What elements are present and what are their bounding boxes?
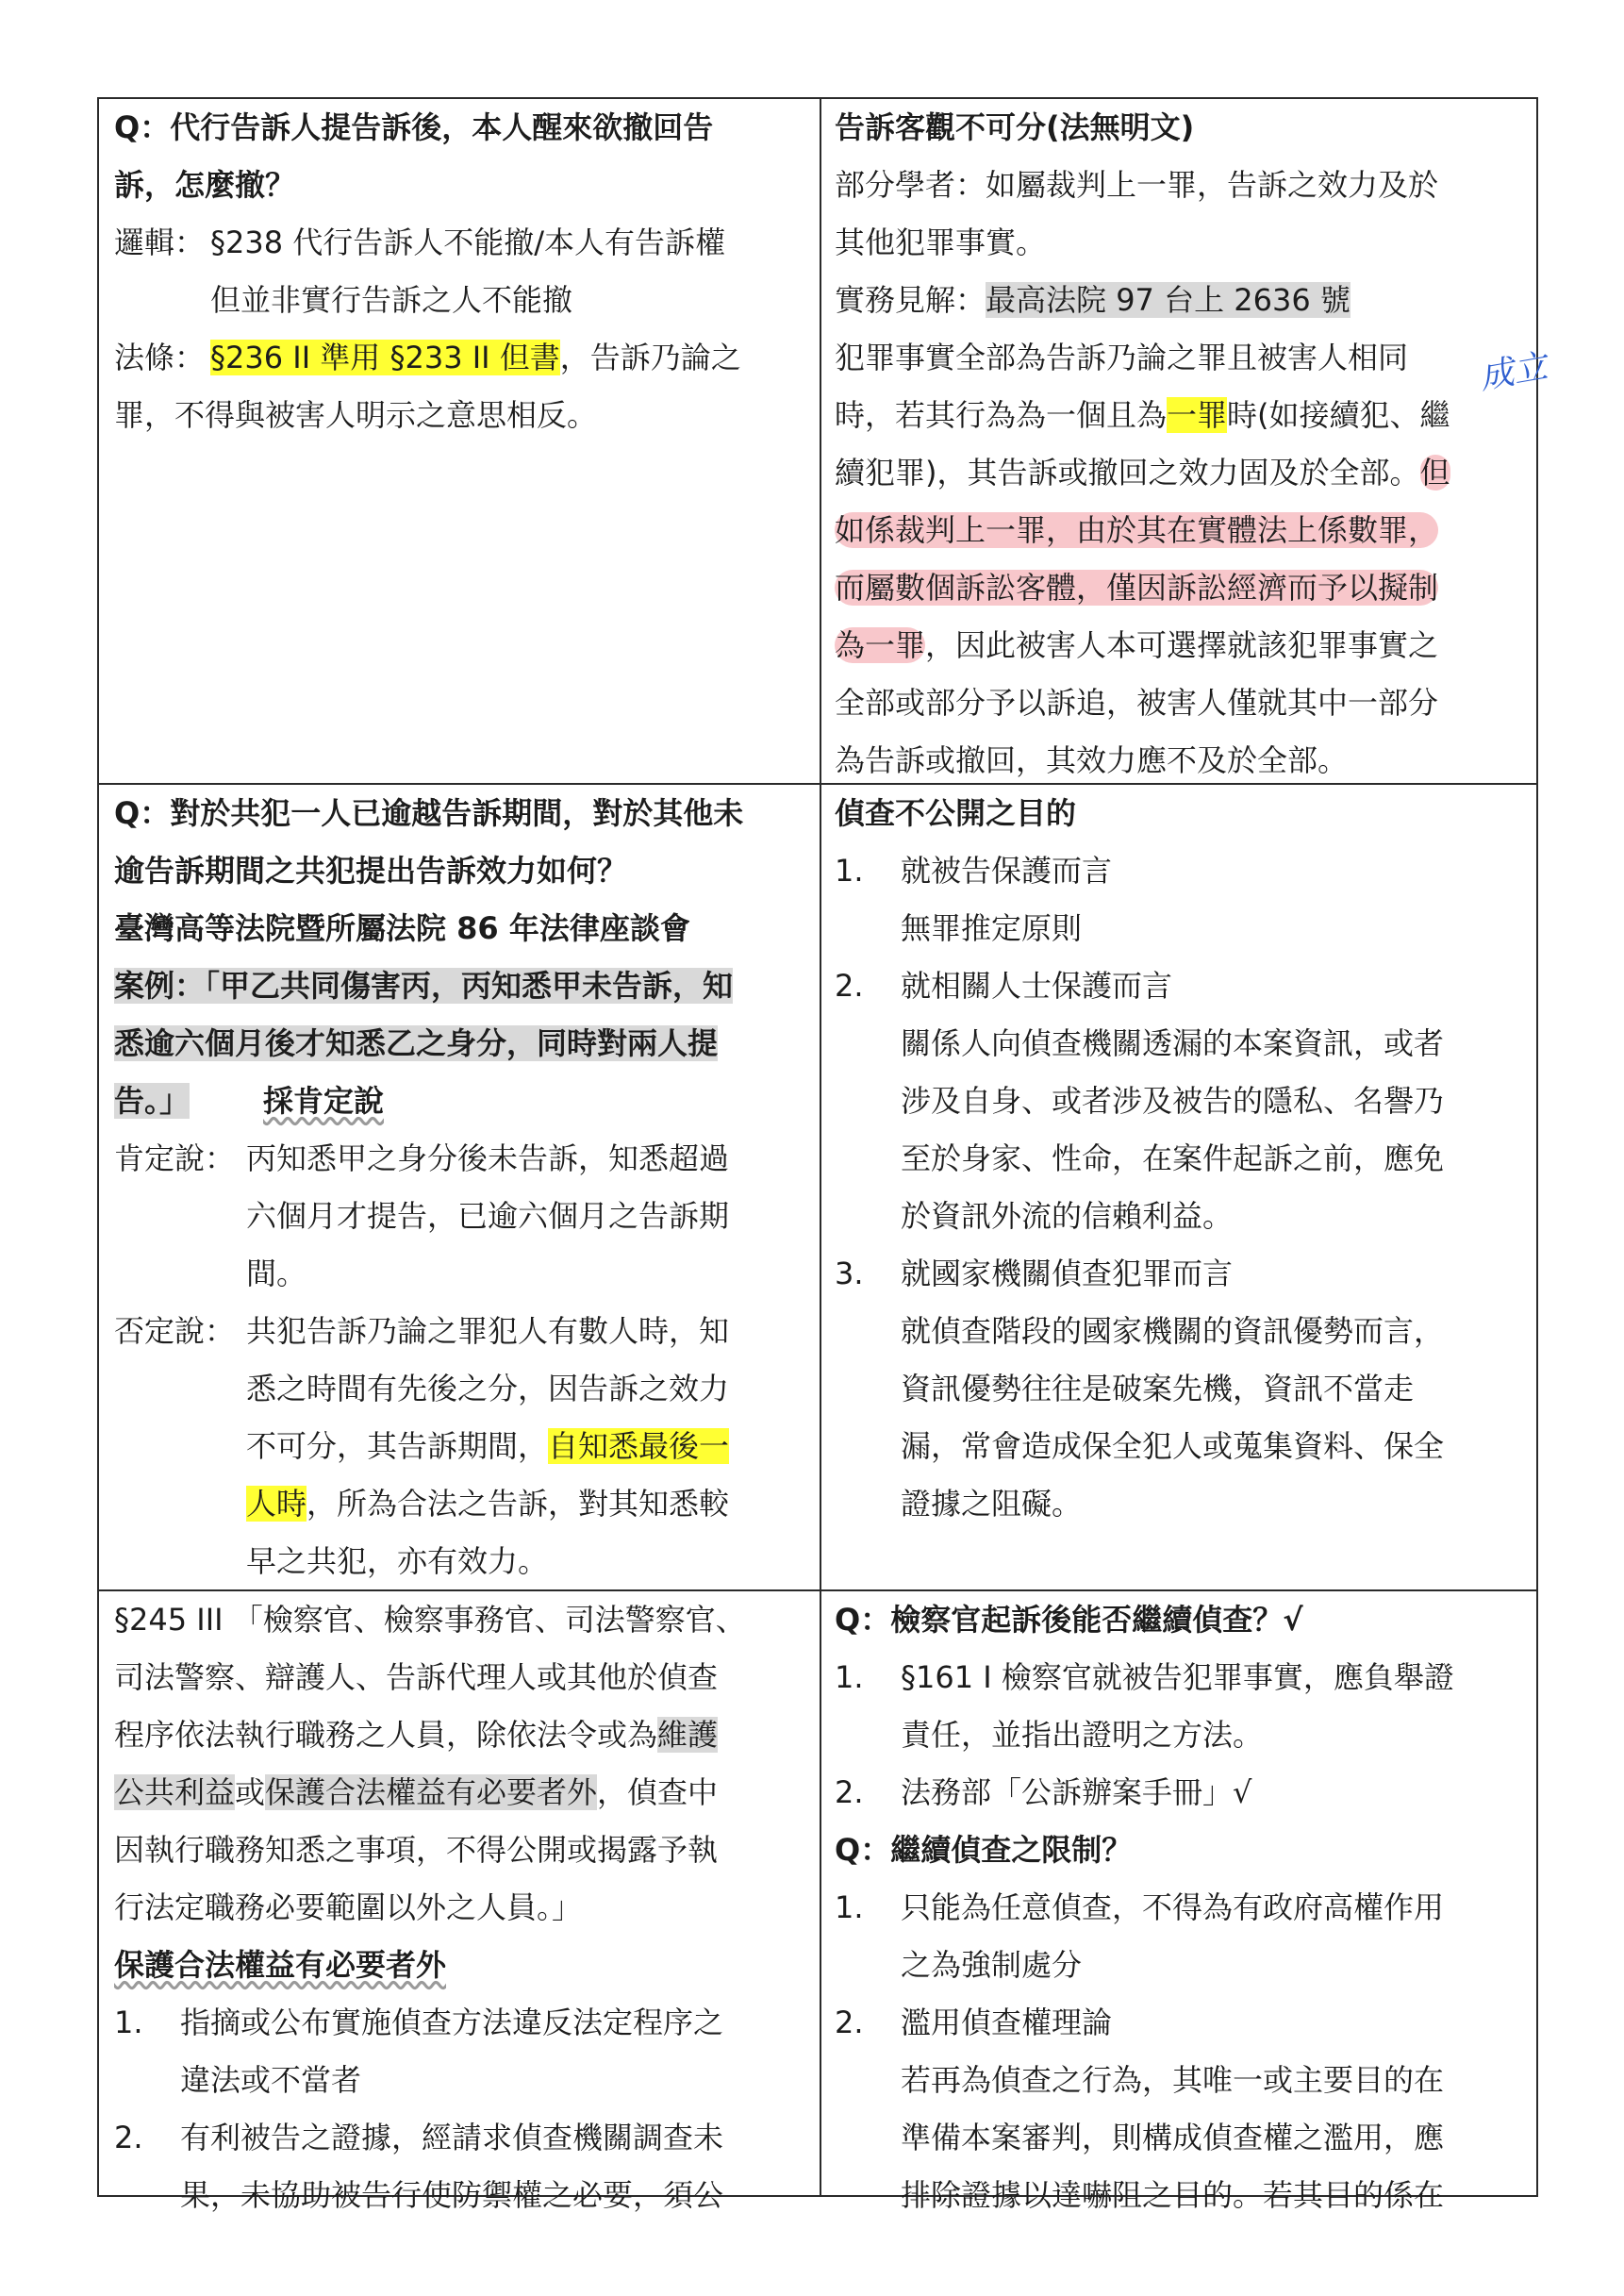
case-text: 告。」 [114, 1083, 191, 1119]
logic-label: 邏輯： [114, 225, 206, 260]
r1-left-cell [114, 107, 808, 778]
list-head: 就相關人士保護而言 [901, 968, 1173, 1004]
list-body: 至於身家、性命，在案件起訴之前，應免 [901, 1140, 1445, 1176]
practice-text-part: ，因此被害人本可選擇就該犯罪事實之 [925, 627, 1439, 663]
r2-right-cell [835, 792, 1529, 1585]
pink-highlight: 但 [1419, 455, 1450, 491]
positive-line: 丙知悉甲之身分後未告訴，知悉超過 [246, 1140, 730, 1176]
statute-line: 因執行職務知悉之事項，不得公開或揭露予執 [114, 1832, 719, 1868]
practice-text [835, 452, 1450, 493]
practice-text-part: 時，若其行為為一個且為 [835, 397, 1168, 433]
r1-right-title: 告訴客觀不可分(法無明文) [835, 109, 1195, 145]
handwritten-note: 成立 [1476, 347, 1550, 397]
list-body: 於資訊外流的信賴利益。 [901, 1198, 1234, 1234]
list-head: 就國家機關偵查犯罪而言 [901, 1256, 1234, 1291]
list-number: 1. [835, 1889, 864, 1925]
list-body: 漏，常會造成保全犯人或蒐集資料、保全 [901, 1428, 1445, 1464]
negative-text-part: ，所為合法之告訴，對其知悉較 [307, 1486, 730, 1522]
practice-text: 犯罪事實全部為告訴乃論之罪且被害人相同 [835, 340, 1409, 375]
list-body: §161 I 檢察官就被告犯罪事實，應負舉證 [901, 1659, 1454, 1695]
law-line [210, 337, 741, 378]
negative-line: 早之共犯，亦有效力。 [246, 1543, 549, 1579]
case-text: 悉逾六個月後才知悉乙之身分，同時對兩人提 [114, 1025, 719, 1061]
list-number: 1. [835, 1659, 864, 1695]
practice-line [835, 279, 1351, 321]
practice-case: 最高法院 97 台上 2636 號 [986, 282, 1351, 318]
statute-highlight: 保護合法權益有必要者外 [265, 1774, 598, 1810]
list-number: 1. [114, 2005, 143, 2040]
list-number: 2. [114, 2120, 143, 2155]
list-body: 只能為任意偵查，不得為有政府高權作用 [901, 1889, 1445, 1925]
list-body: 就偵查階段的國家機關的資訊優勢而言， [901, 1313, 1445, 1349]
row-divider-1 [99, 783, 1536, 785]
negative-line [246, 1483, 729, 1524]
pink-highlight: 如係裁判上一罪，由於其在實體法上係數罪， [835, 512, 1439, 548]
law-line2: 罪，不得與被害人明示之意思相反。 [114, 397, 598, 433]
negative-text-part: 不可分，其告訴期間， [246, 1428, 549, 1464]
pink-highlight: 為一罪 [835, 627, 926, 663]
list-body: 準備本案審判，則構成偵查權之濫用，應 [901, 2120, 1445, 2155]
list-body: 證據之阻礙。 [901, 1486, 1083, 1522]
list-body: 果，未協助被告行使防禦權之必要，須公 [180, 2177, 724, 2213]
negative-label: 否定說： [114, 1313, 236, 1349]
statute-highlight: 維護 [657, 1717, 719, 1753]
list-body: 有利被告之證據，經請求偵查機關調查未 [180, 2120, 724, 2155]
r2-left-question-line: Q：對於共犯一人已逾越告訴期間，對於其他未 [114, 795, 744, 831]
case-text: 案例：「甲乙共同傷害丙，丙知悉甲未告訴，知 [114, 968, 734, 1004]
adopt-note: 採肯定說 [263, 1083, 385, 1119]
negative-line: 共犯告訴乃論之罪犯人有數人時，知 [246, 1313, 730, 1349]
notes-table [97, 97, 1550, 2213]
list-body: 排除證據以達嚇阻之目的。若其目的係在 [901, 2177, 1445, 2213]
r2-left-cell [114, 792, 808, 1585]
exception-heading: 保護合法權益有必要者外 [114, 1947, 447, 1983]
law-label: 法條： [114, 340, 206, 375]
negative-highlight: 自知悉最後一 [548, 1428, 730, 1464]
column-divider [820, 99, 821, 2195]
negative-highlight: 人時 [246, 1486, 307, 1522]
practice-text [835, 394, 1450, 436]
scholar-line: 其他犯罪事實。 [835, 225, 1047, 260]
case-line [114, 1080, 190, 1122]
practice-text [835, 567, 1438, 608]
question-continue-investigation: Q：檢察官起訴後能否繼續偵查？√ [835, 1602, 1303, 1638]
law-highlight: §236 II 準用 §233 II 但書 [210, 340, 560, 375]
r3-right-cell [835, 1599, 1529, 2213]
list-body: 責任，並指出證明之方法。 [901, 1717, 1264, 1753]
list-body: 無罪推定原則 [901, 910, 1083, 946]
list-number: 2. [835, 1774, 864, 1810]
list-number: 2. [835, 2005, 864, 2040]
list-body: 之為強制處分 [901, 1947, 1083, 1983]
positive-label: 肯定說： [114, 1140, 236, 1176]
practice-label: 實務見解： [835, 282, 986, 318]
list-body: 濫用偵查權理論 [901, 2005, 1113, 2040]
scholar-line: 部分學者：如屬裁判上一罪，告訴之效力及於 [835, 167, 1439, 203]
one-crime-highlight: 一罪 [1167, 397, 1228, 433]
r1-left-question-line: 訴，怎麼撤？ [114, 167, 296, 203]
statute-line [114, 1772, 718, 1813]
case-line [114, 965, 733, 1007]
meeting-title: 臺灣高等法院暨所屬法院 86 年法律座談會 [114, 910, 690, 946]
question-limits: Q：繼續偵查之限制？ [835, 1832, 1133, 1868]
pink-highlight: 而屬數個訴訟客體，僅因訴訟經濟而予以擬制 [835, 570, 1439, 606]
list-body: 違法或不當者 [180, 2062, 362, 2098]
statute-line: 行法定職務必要範圍以外之人員。」 [114, 1889, 583, 1925]
list-body: 若再為偵查之行為，其唯一或主要目的在 [901, 2062, 1445, 2098]
case-line [114, 1023, 718, 1064]
statute-text-part: 程序依法執行職務之人員，除依法令或為 [114, 1717, 658, 1753]
statute-highlight: 公共利益 [114, 1774, 236, 1810]
practice-text [835, 509, 1438, 551]
logic-text-line2: 但並非實行告訴之人不能撤 [210, 282, 573, 318]
negative-line: 悉之時間有先後之分，因告訴之效力 [246, 1371, 730, 1406]
list-head: 就被告保護而言 [901, 853, 1113, 889]
logic-text: §238 代行告訴人不能撤/本人有告訴權 [210, 225, 726, 260]
list-body: 法務部「公訴辦案手冊」√ [901, 1774, 1252, 1810]
practice-text: 全部或部分予以訴追，被害人僅就其中一部分 [835, 685, 1439, 721]
statute-text-part: 或 [235, 1774, 266, 1810]
practice-text [835, 624, 1438, 666]
statute-line [114, 1714, 718, 1755]
r3-left-cell [114, 1599, 808, 2213]
list-body: 指摘或公布實施偵查方法違反法定程序之 [180, 2005, 724, 2040]
r2-right-title: 偵查不公開之目的 [835, 795, 1077, 831]
list-number: 2. [835, 968, 864, 1004]
statute-line: §245 III 「檢察官、檢察事務官、司法警察官、 [114, 1602, 746, 1638]
law-rest: ，告訴乃論之 [559, 340, 741, 375]
practice-text-part: 續犯罪)，其告訴或撤回之效力固及於全部。 [835, 455, 1420, 491]
practice-text: 為告訴或撤回，其效力應不及於全部。 [835, 742, 1349, 778]
r1-right-cell [835, 107, 1550, 778]
list-body: 資訊優勢往往是破案先機，資訊不當走 [901, 1371, 1415, 1406]
row-divider-2 [99, 1589, 1536, 1591]
list-body: 關係人向偵查機關透漏的本案資訊，或者 [901, 1025, 1445, 1061]
positive-line: 六個月才提告，已逾六個月之告訴期 [246, 1198, 730, 1234]
positive-line: 間。 [246, 1256, 307, 1291]
list-body: 涉及自身、或者涉及被告的隱私、名譽乃 [901, 1083, 1445, 1119]
statute-line: 司法警察、辯護人、告訴代理人或其他於偵查 [114, 1659, 719, 1695]
r1-left-question-line: Q：代行告訴人提告訴後，本人醒來欲撤回告 [114, 109, 714, 145]
list-number: 1. [835, 853, 864, 889]
practice-text-part: 時(如接續犯、繼 [1227, 397, 1450, 433]
negative-line [246, 1425, 729, 1467]
list-number: 3. [835, 1256, 864, 1291]
statute-text-part: ，偵查中 [597, 1774, 719, 1810]
r2-left-question-line: 逾告訴期間之共犯提出告訴效力如何？ [114, 853, 628, 889]
